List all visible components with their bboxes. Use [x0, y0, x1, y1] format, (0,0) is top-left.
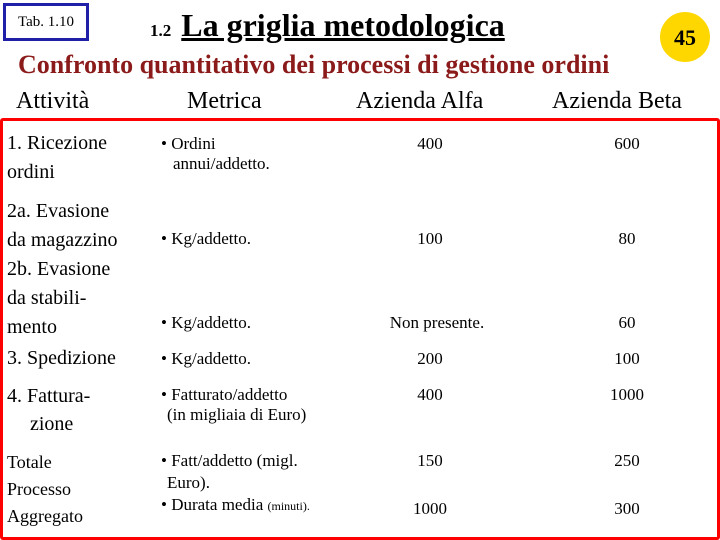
- row-fatturazione-activity: 4. Fattura- zione: [7, 385, 91, 435]
- column-header-azienda-alfa: Azienda Alfa: [356, 88, 484, 114]
- slide-title: [150, 5, 505, 45]
- row-totale-beta-fatturato: 250: [614, 451, 640, 470]
- row-evasione-stabilimento-beta: 60: [618, 313, 636, 332]
- row-fatturazione-beta: 1000: [610, 385, 644, 404]
- column-header-azienda-beta: Azienda Beta: [552, 88, 682, 114]
- row-ricezione-metric: • Ordini annui/addetto.: [161, 134, 270, 173]
- row-evasione-activity: 2a. Evasione da magazzino 2b. Evasione da stabili- mento: [7, 200, 118, 338]
- column-header-activity: Attività: [16, 88, 90, 114]
- table-label-badge: Tab. 1.10: [3, 3, 89, 41]
- row-evasione-magazzino-beta: 80: [618, 229, 636, 248]
- page-number-badge: 45: [660, 12, 710, 62]
- row-fatturazione-alfa: 400: [417, 385, 443, 404]
- row-spedizione-activity: 3. Spedizione: [7, 347, 116, 369]
- row-totale-activity: Totale Processo Aggregato: [7, 452, 83, 526]
- slide-subtitle: Confronto quantitativo dei processi di gestione ordini: [18, 50, 610, 79]
- row-totale-beta-durata: 300: [614, 499, 640, 518]
- row-evasione-stabilimento-alfa: Non presente.: [389, 313, 485, 332]
- row-ricezione-beta: 600: [614, 134, 640, 153]
- row-totale-alfa-durata: 1000: [413, 499, 447, 518]
- row-fatturazione-metric: • Fatturato/addetto (in migliaia di Euro): [161, 385, 307, 424]
- column-header-metric: Metrica: [187, 88, 262, 114]
- row-totale-metric: • Fatt/addetto (migl. Euro). • Durata media (minuti).: [161, 451, 310, 514]
- row-spedizione-beta: 100: [614, 349, 640, 368]
- row-evasione-magazzino-alfa: 100: [417, 229, 443, 248]
- row-spedizione-metric: • Kg/addetto.: [161, 349, 251, 368]
- row-spedizione-alfa: 200: [417, 349, 443, 368]
- row-ricezione-activity: 1. Ricezione ordini: [7, 132, 107, 183]
- row-totale-alfa-fatturato: 150: [417, 451, 443, 470]
- row-ricezione-alfa: 400: [417, 134, 443, 153]
- row-evasione-stabilimento-metric: • Kg/addetto.: [161, 313, 251, 332]
- row-evasione-magazzino-metric: • Kg/addetto.: [161, 229, 251, 248]
- title-number: 1.2: [150, 21, 172, 40]
- title-text: La griglia metodologica: [181, 7, 505, 43]
